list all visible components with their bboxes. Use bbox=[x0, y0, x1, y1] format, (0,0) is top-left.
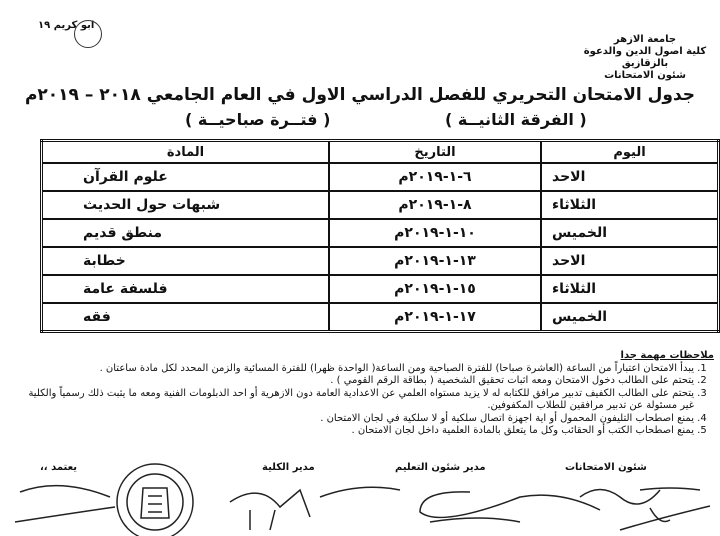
date-cell: ١٥-١-٢٠١٩م bbox=[329, 275, 541, 303]
document-title: جدول الامتحان التحريري للفصل الدراسي الاول في العام الجامعي ٢٠١٨ – ٢٠١٩م bbox=[24, 85, 696, 105]
table-row bbox=[42, 275, 719, 303]
date-cell: ١٧-١-٢٠١٩م bbox=[329, 303, 541, 332]
day-cell: الاحد bbox=[541, 247, 719, 275]
table-row bbox=[42, 191, 719, 219]
notes-title: ملاحظات مهمة جدا bbox=[620, 350, 714, 361]
education-signature bbox=[420, 492, 600, 522]
date-cell: ٨-١-٢٠١٩م bbox=[329, 191, 541, 219]
day-cell: الثلاثاء bbox=[541, 275, 719, 303]
faculty-name: كلية اصول الدين والدعوة بالزقازيق bbox=[583, 46, 707, 69]
date-cell: ٦-١-٢٠١٩م bbox=[329, 163, 541, 191]
table-row bbox=[42, 163, 719, 191]
note-item: 4. يمنع اصطحاب التليفون المحمول أو اية اجهزة اتصال سلكية أو لا سلكية في لجان الامتحان . bbox=[14, 413, 694, 426]
notes-section bbox=[14, 350, 714, 438]
day-cell: الاحد bbox=[541, 163, 719, 191]
subject-cell: شبهات حول الحديث bbox=[42, 191, 330, 219]
period-label: ( فتــرة صباحيــة ) bbox=[185, 110, 331, 129]
date-cell: ١٣-١-٢٠١٩م bbox=[329, 247, 541, 275]
signatures-and-stamp bbox=[0, 462, 720, 536]
subject-cell: فقه bbox=[42, 303, 330, 332]
table-row bbox=[42, 219, 719, 247]
reference-note: ابو كريم ١٩ bbox=[38, 20, 95, 31]
note-item: 3. يتحتم على الطالب الكفيف تدبير مرافق للكتابه له لا يزيد مستواه العلمي عن الاعدادية العامة دون الازهرية أو احد الدبلومات الفنية ومعه ما يثبت ذلك رسمياً والكلية غير مسئولة عن تدبير مرافقين للطلاب المكفوفين. bbox=[14, 388, 694, 413]
department-name: شئون الامتحانات bbox=[604, 70, 686, 81]
letterhead bbox=[570, 34, 720, 82]
official-stamp bbox=[117, 464, 193, 536]
day-cell: الخميس bbox=[541, 219, 719, 247]
column-header-subject: المادة bbox=[42, 141, 330, 164]
university-logo bbox=[74, 20, 102, 48]
level-label: ( الفرقة الثانيــة ) bbox=[445, 110, 587, 129]
table-header-row bbox=[42, 141, 719, 164]
signature-label-approved: يعتمد ،، bbox=[40, 462, 78, 473]
signature-label-exams: شئون الامتحانات bbox=[565, 462, 647, 473]
day-cell: الثلاثاء bbox=[541, 191, 719, 219]
dean-signature bbox=[230, 487, 400, 530]
exam-schedule-table bbox=[40, 139, 720, 333]
day-cell: الخميس bbox=[541, 303, 719, 332]
notes-list bbox=[14, 363, 714, 438]
subject-cell: علوم القرآن bbox=[42, 163, 330, 191]
note-item: 1. يبدأ الامتحان اعتباراً من الساعة (العاشرة صباحا) للفترة الصباحية ومن الساعة( الواحدة ظهرا) للفترة المسائية والزمن المحدد لكل مادة ساعتان . bbox=[14, 363, 694, 376]
note-item: 2. يتحتم على الطالب دخول الامتحان ومعه اثبات تحقيق الشخصية ( بطاقة الرقم القومي ) . bbox=[14, 375, 694, 388]
note-item: 5. يمنع اصطحاب الكتب أو الحقائب وكل ما يتعلق بالمادة العلمية داخل لجان الامتحان . bbox=[14, 425, 694, 438]
signature-label-education: مدير شئون التعليم bbox=[395, 462, 486, 473]
approval-signature bbox=[15, 486, 115, 522]
subject-cell: فلسفة عامة bbox=[42, 275, 330, 303]
date-cell: ١٠-١-٢٠١٩م bbox=[329, 219, 541, 247]
signatures-area bbox=[0, 462, 720, 536]
subject-cell: خطابة bbox=[42, 247, 330, 275]
column-header-date: التاريخ bbox=[329, 141, 541, 164]
signature-label-dean: مدير الكلية bbox=[262, 462, 315, 473]
column-header-day: اليوم bbox=[541, 141, 719, 164]
table-row bbox=[42, 247, 719, 275]
table-row bbox=[42, 303, 719, 332]
subject-cell: منطق قديم bbox=[42, 219, 330, 247]
university-name: جامعة الازهر bbox=[613, 34, 677, 45]
